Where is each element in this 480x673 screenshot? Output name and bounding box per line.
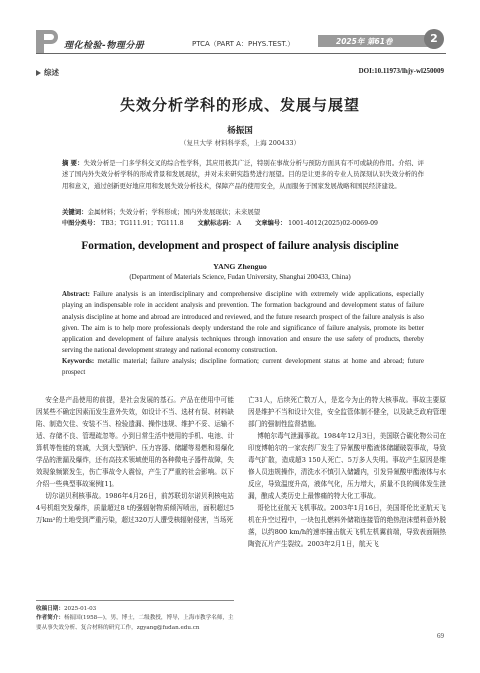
en-abstract [62,289,424,357]
doc-code-value: A [236,220,242,227]
author-bio-label: 作者简介： [36,615,64,622]
clc-label: 中图分类号： [62,220,100,227]
page-number: 69 [437,632,444,640]
doc-code-label: 文献标志码： [197,220,235,227]
body-paragraph: 切尔诺贝利核事故。1986年4月26日，前苏联切尔诺贝利核电站4号机组突发爆炸，质量超过8 t的强辐射物质倾泻喷出，面积超过5万km²的土地受到严重污染，超过320万人遭受核辐射侵害，当场死 [36,492,234,524]
en-title: Formation, development and prospect of failure analysis discipline [81,240,399,252]
section-label: 综述 [44,68,59,77]
body-paragraph: 安全是产品使用的前提，是社会发展的基石。产品在使用中可能因某些不确定因素而发生意外失效，如设计不当、选材有误、材料缺陷、制造欠佳、安装不当、检验遗漏、操作违规、维护不妥、运输不适、存储不良、管理疏忽等。小到日常生活中使用的手机、电池、计算机等性能的衰减，大到大型锅炉、压力容器、储罐等易燃和易爆化学品的泄漏及爆炸，还有高技术领域使用的各种微电子器件故障，失效现象频繁发生，伤亡事故令人震惊，产生了严重的社会影响。以下介绍一些典型事故案例[1]。 [36,396,234,488]
body-paragraph: 亡31人，后续死亡数万人，是迄今为止的特大核事故。事故主要原因是维护不当和设计欠佳，安全监管体制不健全，以及缺乏政府管理部门的强制性监督措施。 [248,396,446,428]
footnote [36,605,234,633]
author-bio [36,614,234,633]
header-divider [36,53,446,54]
cn-title: 失效分析学科的形成、发展与展望 [119,96,360,114]
en-abstract-text: Failure analysis is an interdisciplinary and comprehensive discipline with extremely wide applications, especially playing an indispensable role in accident analysis and prevention. The formation background and development status of failure analysis discipline at home and abroad are introduced and reviewed, and the future research prospect of the failure analysis is also given. The aim is to help more professionals deeply understand the role and significance of failure analysis, promote its better application and development of failure analysis techniques through innovation and ensure the use safety of products, thereby serving the national development strategy and national economy construction. [62,291,424,355]
en-abstract-label: Abstract: [62,291,90,298]
journal-subtitle: PTCA（PART A：PHYS.TEST.） [192,40,295,48]
issue-number-badge: 2 [424,29,444,49]
cn-author: 杨振国 [227,126,253,136]
received-label: 收稿日期： [36,606,64,612]
received-date [36,605,234,614]
journal-logo-bowl-icon [44,30,58,44]
body-paragraph: 博帕尔毒气泄漏事故。1984年12月3日，美国联合碳化物公司在印度博帕尔的一家农药厂发生了异氰酸甲酯液体储罐破裂事故，导致毒气扩散，造成超3 150人死亡、5万多人失明。事故产生原因是维修人员违规操作，清洗水不慎引入储罐内，引发异氰酸甲酯液体与水反应，导致温度升高，液体气化，压力增大，质量不良的阀体发生泄漏，酿成人类历史上最惨痛的特大化工事故。 [248,432,446,500]
doi: DOI:10.11973/lhjy-wl250009 [358,67,444,75]
en-author: YANG Zhenguo [213,262,267,271]
footnote-divider [36,600,234,601]
clc-value: TB3；TG111.91；TG111.8 [101,220,184,227]
body-column-right [248,394,446,550]
cn-affiliation: （复旦大学 材料科学系，上海 200433） [180,139,300,147]
cn-classification [62,218,424,229]
cn-abstract-label: 摘 要： [62,159,84,167]
cn-abstract [62,158,424,192]
journal-logo-icon [36,30,44,54]
cn-keywords [62,207,424,218]
year-issue: 2025年 第61卷 [336,37,393,46]
en-affiliation: (Department of Materials Science, Fudan University, Shanghai 200433, China) [129,273,351,281]
author-bio-text: 杨振国(1958—)，男，博士，二级教授，博导，上海市教学名师，主要从事失效分析、复合材料的研究工作，zgyang@fudan.edu.cn [36,615,234,631]
cn-keywords-text: 金属材料；失效分析；学科形成；国内外发展现状；未来展望 [87,208,261,216]
en-keywords-label: Keywords: [62,358,95,365]
en-keywords-text: metallic material; failure analysis; discipline formation; current development status at home and abroad; future prospect [62,358,424,377]
cn-keywords-label: 关键词： [62,208,88,216]
received-value: 2025-01-03 [63,606,97,612]
article-no-value: 1001-4012(2025)02-0069-09 [288,220,378,227]
cn-abstract-text: 失效分析是一门多学科交叉的综合性学科，其应用极其广泛，特别在事故分析与预防方面具有不可或缺的作用。介绍、评述了国内外失效分析学科的形成背景和发展现状，并对未来研究趋势进行展望。目的是让更多的专业人员深刻认识失效分析的作用和意义，通过创新更好地应用和发展失效分析技术，保障产品的使用安全，从而服务于国家发展战略和国民经济建设。 [62,159,425,190]
body-paragraph: 哥伦比亚航天飞机事故。2003年1月16日，美国哥伦比亚航天飞机在升空过程中，一块包扎燃料外储箱连接管的绝热泡沫塑料意外脱落，以约800 km/h的速率撞击航天飞机左机翼前端，导致表面隔热陶瓷瓦片产生裂纹。2003年2月1日，航天飞 [248,504,446,548]
article-no-label: 文章编号： [255,220,287,227]
section-arrow-icon [36,70,41,76]
journal-name: 理化检验-物理分册 [64,41,145,51]
en-keywords [62,356,424,379]
body-column-left [36,394,234,526]
